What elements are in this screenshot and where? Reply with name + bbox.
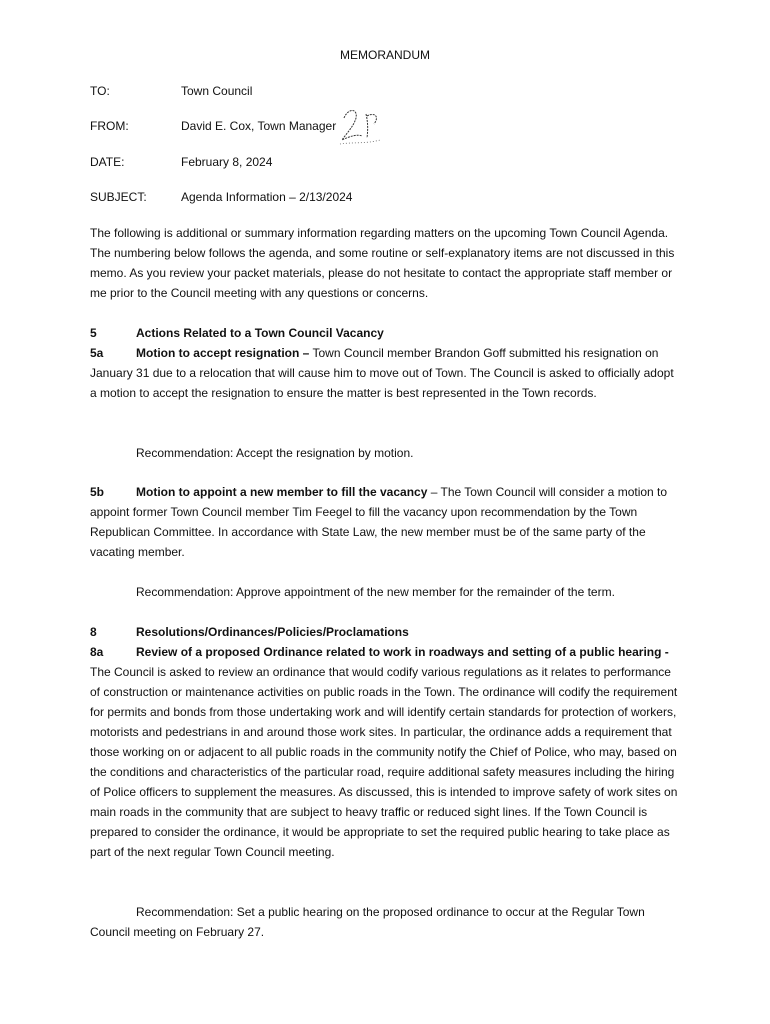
- to-value: Town Council: [181, 84, 253, 98]
- memo-title: MEMORANDUM: [340, 48, 430, 62]
- section-5a-paragraph: [90, 343, 680, 403]
- signature-initials: [336, 104, 388, 148]
- to-label: TO:: [90, 84, 110, 98]
- section-8: [90, 622, 680, 642]
- from-label: FROM:: [90, 119, 129, 133]
- section-8a-paragraph: [90, 642, 680, 862]
- section-8a: [90, 642, 680, 862]
- section-8a-text: The Council is asked to review an ordinance that would codify various regulations as it relates to performance of construction or maintenance activities on public roads in the Town. The ordinance will codify the requirement for permits and bonds from those undertaking work and will identify certain standards for protection of workers, motorists and pedestrians in and around those work sites. In particular, the ordinance adds a requirement that those working on or adjacent to all public roads in the community notify the Chief of Police, who may, based on the conditions and characteristics of the particular road, require additional safety measures including the hiring of Police officers to supplement the measures. As discussed, this is intended to improve safety of work sites on main roads in the community that are subject to heavy traffic or reduced sight lines. If the Town Council is prepared to consider the ordinance, it would be appropriate to set the required public hearing to take place as part of the next regular Town Council meeting.: [90, 665, 678, 859]
- section-5a: [90, 343, 680, 403]
- date-value: February 8, 2024: [181, 155, 273, 169]
- section-5a-text: Town Council member Brandon Goff submitted his resignation on January 31 due to a relocation that will cause him to move out of Town. The Council is asked to officially adopt a motion to accept the resignation to ensure the matter is best represented in the Town records.: [90, 346, 674, 400]
- section-5a-number: 5a: [90, 346, 104, 360]
- section-8a-recommendation: [90, 902, 680, 942]
- section-5-number: 5: [90, 326, 97, 340]
- section-5b: [90, 482, 680, 562]
- intro-text: The following is additional or summary information regarding matters on the upcoming Town Council Agenda. The numbering below follows the agenda, and some routine or self-explanatory items are not discussed in this memo. As you review your packet materials, please do not hesitate to contact the appropriate staff member or me prior to the Council meeting with any questions or concerns.: [90, 226, 675, 300]
- section-5b-text: – The Town Council will consider a motion to appoint former Town Council member Tim Feegel to fill the vacancy upon recommendation by the Town Republican Committee. In accordance with State Law, the new member must be of the same party of the vacating member.: [90, 485, 668, 559]
- section-5b-recommendation-text: Recommendation: Approve appointment of the new member for the remainder of the term.: [136, 585, 615, 599]
- section-8a-number: 8a: [90, 645, 104, 659]
- date-label: DATE:: [90, 155, 125, 169]
- section-5b-heading: Motion to appoint a new member to fill the vacancy: [136, 485, 428, 499]
- section-5b-paragraph: [90, 482, 680, 562]
- subject-value: Agenda Information – 2/13/2024: [181, 190, 353, 204]
- section-5b-number: 5b: [90, 485, 105, 499]
- intro-paragraph: [90, 223, 680, 303]
- section-5-heading: Actions Related to a Town Council Vacancy: [136, 326, 384, 340]
- section-8a-heading: Review of a proposed Ordinance related to work in roadways and setting of a public hearing -: [136, 645, 669, 659]
- section-5b-recommendation: [90, 582, 680, 602]
- section-5: [90, 323, 680, 343]
- section-5a-recommendation: [90, 443, 680, 463]
- section-8a-recommendation-text: Recommendation: Set a public hearing on the proposed ordinance to occur at the Regular Town Council meeting on February 27.: [90, 905, 645, 939]
- from-value: David E. Cox, Town Manager: [181, 119, 337, 133]
- section-8-number: 8: [90, 625, 97, 639]
- section-5a-recommendation-text: Recommendation: Accept the resignation by motion.: [136, 446, 414, 460]
- subject-label: SUBJECT:: [90, 190, 147, 204]
- section-8-heading: Resolutions/Ordinances/Policies/Proclamations: [136, 625, 409, 639]
- section-5a-heading: Motion to accept resignation –: [136, 346, 310, 360]
